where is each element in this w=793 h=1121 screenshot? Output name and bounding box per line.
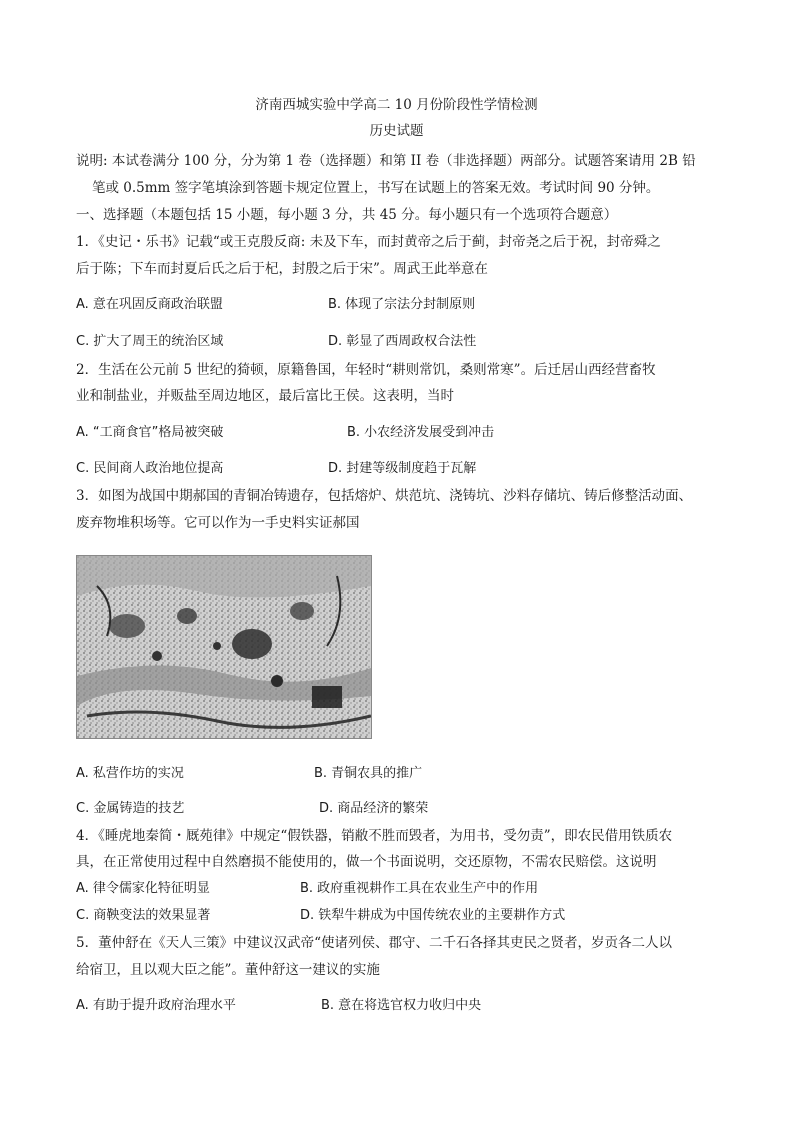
question-3-option-a[interactable]: A. 私营作坊的实况 [76,766,184,781]
foundry-photo-illustration [77,556,371,738]
question-3-option-c[interactable]: C. 金属铸造的技艺 [76,801,185,816]
question-4-option-a[interactable]: A. 律令儒家化特征明显 [76,881,210,896]
question-1-option-a[interactable]: A. 意在巩固反商政治联盟 [76,297,223,312]
question-5-option-b[interactable]: B. 意在将选官权力收归中央 [321,998,482,1013]
exam-subject: 历史试题 [369,123,424,139]
question-4-stem-line-2: 具，在正常使用过程中自然磨损不能使用的，做一个书面说明，交还原物，不需农民赔偿。这说明 [76,854,657,870]
question-1-stem-line-1: 1．《史记・乐书》记载“或王克殷反商: 未及下车，而封黄帝之后于蓟，封帝尧之后于祝，封帝舜之 [76,234,661,250]
question-4-stem-line-1: 4．《睡虎地秦简・厩苑律》中规定“假铁器，销敝不胜而毁者，为用书，受勿责”，即农民借用铁质农 [76,828,673,844]
question-4-option-b[interactable]: B. 政府重视耕作工具在农业生产中的作用 [300,881,539,896]
question-2-option-c[interactable]: C. 民间商人政治地位提高 [76,461,224,476]
question-4-option-d[interactable]: D. 铁犁牛耕成为中国传统农业的主要耕作方式 [300,908,566,923]
question-3-stem-line-1: 3．如图为战国中期郝国的青铜冶铸遗存，包括熔炉、烘范坑、浇铸坑、沙料存储坑、铸后修整活动面、 [76,488,693,504]
question-1-option-d[interactable]: D. 彰显了西周政权合法性 [328,334,477,349]
question-3-option-d[interactable]: D. 商品经济的繁荣 [319,801,429,816]
question-2-option-a[interactable]: A. “工商食官”格局被突破 [76,425,224,440]
question-5-option-a[interactable]: A. 有助于提升政府治理水平 [76,998,236,1013]
question-5-stem-line-2: 给宿卫，且以观大臣之能”。董仲舒这一建议的实施 [76,962,380,978]
question-3-stem-line-2: 废弃物堆积场等。它可以作为一手史料实证郝国 [76,515,360,531]
bronze-foundry-remains-photo [76,555,372,739]
question-2-stem-line-2: 业和制盐业，并贩盐至周边地区，最后富比王侯。这表明，当时 [76,388,454,404]
question-3-option-b[interactable]: B. 青铜农具的推广 [314,766,423,781]
question-2-option-d[interactable]: D. 封建等级制度趋于瓦解 [328,461,477,476]
question-2-option-b[interactable]: B. 小农经济发展受到冲击 [347,425,495,440]
question-5-stem-line-1: 5．董仲舒在《天人三策》中建议汉武帝“使诸列侯、郡守、二千石各择其吏民之贤者，岁贡各二人以 [76,935,672,951]
instructions-line-2: 笔或 0.5mm 签字笔填涂到答题卡规定位置上，书写在试题上的答案无效。考试时间 90 分钟。 [92,180,660,196]
question-1-option-b[interactable]: B. 体现了宗法分封制原则 [328,297,476,312]
question-1-stem-line-2: 后于陈；下车而封夏后氏之后于杞，封殷之后于宋”。周武王此举意在 [76,261,488,277]
exam-title: 济南西城实验中学高二 10 月份阶段性学情检测 [255,97,538,113]
question-2-stem-line-1: 2．生活在公元前 5 世纪的猗顿，原籍鲁国，年轻时“耕则常饥，桑则常寒”。后迁居山西经营畜牧 [76,362,656,378]
instructions-line-1: 说明: 本试卷满分 100 分，分为第 1 卷（选择题）和第 II 卷（非选择题）两部分。试题答案请用 2B 铅 [76,153,696,169]
question-4-option-c[interactable]: C. 商鞅变法的效果显著 [76,908,211,923]
section-heading: 一、选择题（本题包括 15 小题，每小题 3 分，共 45 分。每小题只有一个选项符合题意） [76,207,618,223]
question-1-option-c[interactable]: C. 扩大了周王的统治区域 [76,334,224,349]
